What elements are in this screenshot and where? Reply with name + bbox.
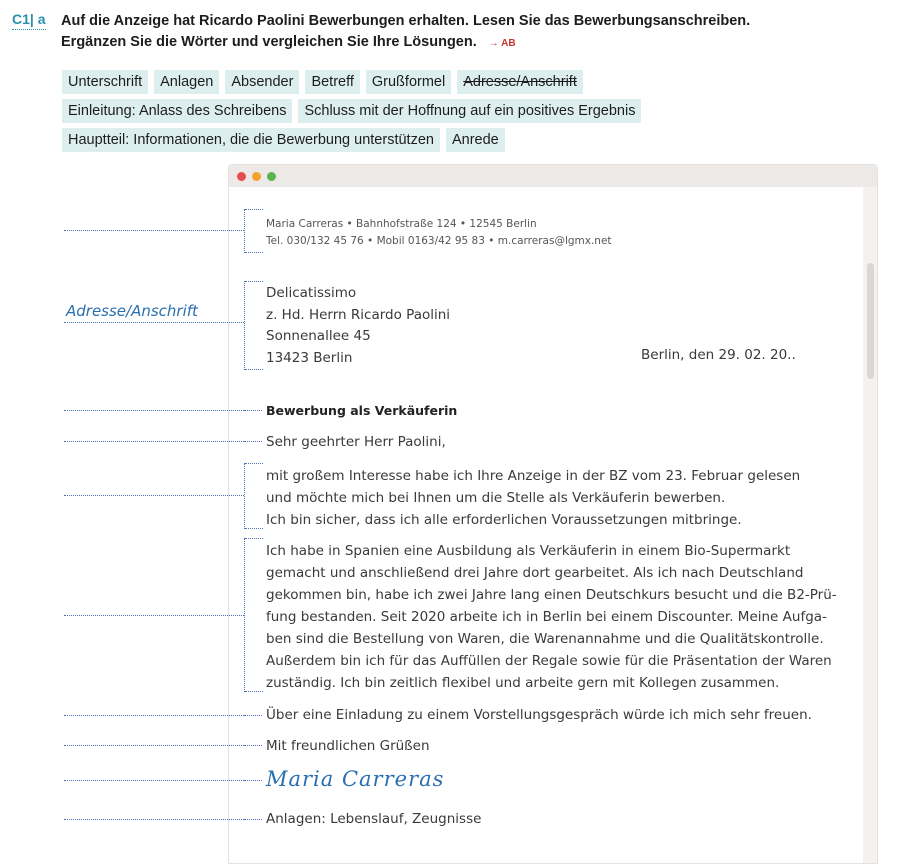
scrollbar-thumb[interactable]: [867, 263, 874, 379]
answer-blank-intro[interactable]: [64, 495, 244, 496]
minimize-icon[interactable]: [252, 172, 261, 181]
intro-line: mit großem Interesse habe ich Ihre Anzeige in der BZ vom 23. Februar gelesen: [266, 468, 801, 484]
letter-closing: Über eine Einladung zu einem Vorstellungsgespräch würde ich mich sehr freuen.: [266, 707, 812, 723]
word-chip[interactable]: Hauptteil: Informationen, die die Bewerbung unterstützen: [62, 128, 440, 152]
letter-greeting: Mit freundlichen Grüßen: [266, 738, 430, 754]
answer-blank-main[interactable]: [64, 615, 244, 616]
address-line: 13423 Berlin: [266, 349, 353, 366]
tick-greeting: [244, 745, 262, 746]
letter-address: [266, 283, 450, 369]
answer-blank-greeting[interactable]: [64, 745, 244, 746]
sender-line: Tel. 030/132 45 76 • Mobil 0163/42 95 83 • m.carreras@lgmx.net: [266, 235, 612, 247]
main-line: ben sind die Bestellung von Waren, die Warenannahme und die Qualitätskontrolle.: [266, 631, 824, 647]
tick-enclosures: [244, 819, 262, 820]
close-icon[interactable]: [237, 172, 246, 181]
exercise-instruction: [61, 11, 881, 54]
tick-closing: [244, 715, 262, 716]
intro-line: und möchte mich bei Ihnen um die Stelle als Verkäuferin bewerben.: [266, 490, 726, 506]
sender-line: Maria Carreras • Bahnhofstraße 124 • 12545 Berlin: [266, 218, 537, 230]
letter-main-body: [266, 540, 837, 694]
letter-intro: [266, 465, 800, 531]
answer-blank-address[interactable]: [64, 322, 244, 323]
letter-sender: [266, 216, 612, 250]
maximize-icon[interactable]: [267, 172, 276, 181]
word-chip-used[interactable]: Adresse/Anschrift: [457, 70, 583, 94]
answer-blank-subject[interactable]: [64, 410, 244, 411]
word-chip[interactable]: Schluss mit der Hoffnung auf ein positives Ergebnis: [298, 99, 641, 123]
workbook-reference: → AB: [488, 38, 516, 49]
window-titlebar: [229, 165, 877, 187]
bracket-address: [244, 281, 262, 370]
exercise-number: C1| a: [12, 11, 46, 27]
main-line: Ich habe in Spanien eine Ausbildung als Verkäuferin in einem Bio-Supermarkt: [266, 543, 791, 559]
letter-salutation: Sehr geehrter Herr Paolini,: [266, 434, 446, 450]
letter-signature: Maria Carreras: [266, 767, 445, 791]
letter-enclosures: Anlagen: Lebenslauf, Zeugnisse: [266, 811, 482, 827]
address-line: z. Hd. Herrn Ricardo Paolini: [266, 306, 451, 323]
word-chip[interactable]: Anlagen: [154, 70, 219, 94]
word-bank-row-1: [62, 70, 842, 94]
word-chip[interactable]: Absender: [225, 70, 299, 94]
tick-subject: [244, 410, 262, 411]
instruction-line-2: Ergänzen Sie die Wörter und vergleichen Sie Ihre Lösungen. → AB: [61, 34, 516, 50]
letter-subject: Bewerbung als Verkäuferin: [266, 403, 458, 418]
answer-blank-salutation[interactable]: [64, 441, 244, 442]
bracket-sender: [244, 209, 262, 253]
scrollbar[interactable]: [863, 187, 877, 863]
letter-date: Berlin, den 29. 02. 20..: [641, 347, 796, 363]
tick-signature: [244, 780, 262, 781]
intro-line: Ich bin sicher, dass ich alle erforderlichen Voraussetzungen mitbringe.: [266, 512, 742, 528]
main-line: gekommen bin, habe ich zwei Jahre lang einen Deutschkurs besucht und die B2-Prü-: [266, 587, 837, 603]
word-chip[interactable]: Unterschrift: [62, 70, 148, 94]
tick-salutation: [244, 441, 262, 442]
answer-blank-sender[interactable]: [64, 230, 244, 231]
main-line: zuständig. Ich bin zeitlich flexibel und arbeite gern mit Kollegen zusammen.: [266, 675, 780, 691]
answer-blank-closing[interactable]: [64, 715, 244, 716]
address-line: Delicatissimo: [266, 285, 357, 301]
answer-blank-signature[interactable]: [64, 780, 244, 781]
bracket-intro: [244, 463, 262, 529]
main-line: Außerdem bin ich für das Auffüllen der Regale sowie für die Präsentation der Waren: [266, 653, 832, 669]
instruction-line-1: Auf die Anzeige hat Ricardo Paolini Bewerbungen erhalten. Lesen Sie das Bewerbungsanschreiben.: [61, 13, 751, 29]
main-line: gemacht und anschließend drei Jahre dort gearbeitet. Als ich nach Deutschland: [266, 565, 804, 581]
word-bank-row-2: [62, 99, 842, 123]
word-chip[interactable]: Einleitung: Anlass des Schreibens: [62, 99, 292, 123]
word-bank-row-3: [62, 128, 842, 152]
word-bank: [62, 70, 842, 157]
address-line: Sonnenallee 45: [266, 328, 371, 344]
word-chip[interactable]: Anrede: [446, 128, 505, 152]
answer-blank-enclosures[interactable]: [64, 819, 244, 820]
filled-answer: Adresse/Anschrift: [66, 302, 198, 320]
word-chip[interactable]: Grußformel: [366, 70, 451, 94]
main-line: fung bestanden. Seit 2020 arbeite ich in Berlin bei einem Discounter. Meine Aufga-: [266, 609, 827, 625]
word-chip[interactable]: Betreff: [305, 70, 359, 94]
bracket-main: [244, 538, 262, 692]
